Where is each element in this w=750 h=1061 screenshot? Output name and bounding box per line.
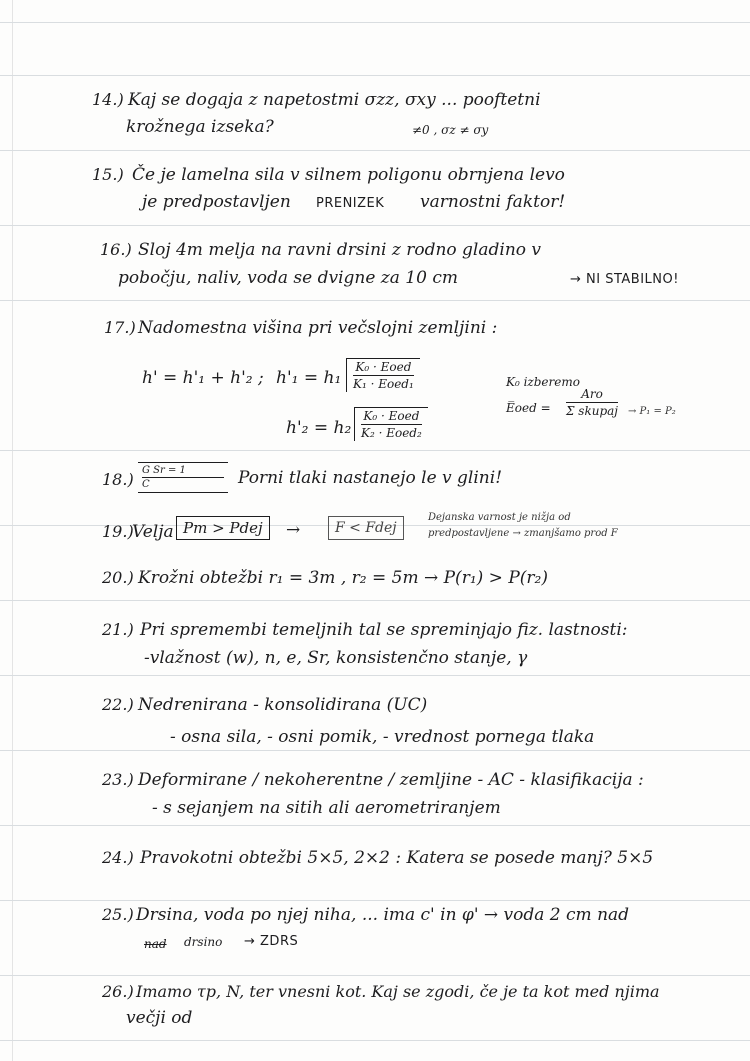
sqrt-fraction — [354, 407, 428, 441]
question-text: Nedrenirana - konsolidirana (UC) — [138, 695, 428, 715]
fraction — [560, 386, 624, 419]
formula: h' = h'₁ + h'₂ ; — [142, 368, 264, 388]
inequality-box: Pm > Pdej — [176, 516, 270, 540]
question-text: je predpostavljen — [142, 192, 291, 212]
question-text: Sloj 4m melja na ravni drsini z rodno gladino v — [138, 240, 542, 260]
question-emphasis: → NI STABILNO! — [570, 272, 679, 287]
question-number: 18.) — [102, 470, 134, 489]
fraction-numerator: K₀ · Eoed — [355, 360, 412, 374]
question-number: 23.) — [102, 770, 134, 789]
question-text: Krožni obtežbi r₁ = 3m , r₂ = 5m → P(r₁) > P(r₂) — [138, 568, 548, 588]
question-note: ≠0 , σz ≠ σy — [412, 123, 489, 137]
question-number: 17.) — [104, 318, 136, 337]
formula-lhs: h'₂ = h₂ — [286, 418, 352, 438]
question-number: 19.) — [102, 522, 134, 541]
question-text: - osna sila, - osni pomik, - vrednost pornega tlaka — [170, 727, 595, 747]
question-text: krožnega izseka? — [126, 117, 274, 137]
struck-text: nad — [144, 937, 167, 951]
arrow-icon: → — [286, 520, 301, 540]
question-text: - s sejanjem na sitih ali aerometriranjem — [152, 798, 501, 818]
question-text: pobočju, naliv, voda se dvigne za 10 cm — [118, 268, 458, 288]
formula-lhs: h'₁ = h₁ — [276, 368, 342, 388]
fraction-numerator: Aro — [581, 387, 603, 401]
inequality-box: F < Fdej — [328, 516, 404, 540]
fraction-denominator: K₂ · Eoed₂ — [361, 426, 422, 440]
ruled-line — [0, 150, 750, 151]
question-number: 26.) — [102, 982, 134, 1001]
ruled-line — [0, 22, 750, 23]
ruled-line — [0, 600, 750, 601]
question-text: Pravokotni obtežbi 5×5, 2×2 : Katera se posede manj? 5×5 — [140, 848, 654, 868]
question-text: Nadomestna višina pri večslojni zemljini : — [138, 318, 498, 338]
question-text: Kaj se dogaja z napetostmi σzz, σxy ... pooftetni — [128, 90, 541, 110]
ruled-line — [0, 675, 750, 676]
fraction-denominator: Σ skupaj — [566, 404, 619, 418]
question-text: večji od — [126, 1008, 193, 1028]
question-number: 24.) — [102, 848, 134, 867]
ruled-line — [0, 75, 750, 76]
question-number: 15.) — [92, 165, 124, 184]
margin-line — [12, 0, 13, 1061]
side-note: Dejanska varnost je nižja od — [428, 512, 571, 523]
question-text: Deformirane / nekoherentne / zemljine - AC - klasifikacija : — [138, 770, 644, 790]
question-number: 25.) — [102, 905, 134, 924]
sqrt-fraction — [346, 358, 420, 392]
fraction-numerator: K₀ · Eoed — [363, 409, 420, 423]
question-number: 22.) — [102, 695, 134, 714]
ruled-line — [0, 975, 750, 976]
question-text: Drsina, voda po njej niha, ... ima c' in φ' → voda 2 cm nad — [136, 905, 630, 925]
ruled-line — [0, 900, 750, 901]
question-number: 16.) — [100, 240, 132, 259]
side-note: → P₁ = P₂ — [628, 406, 676, 417]
question-text: Imamo τp, N, ter vnesni kot. Kaj se zgodi, če je ta kot med njima — [136, 982, 660, 1001]
question-number: 14.) — [92, 90, 124, 109]
ruled-line — [0, 825, 750, 826]
ruled-line — [0, 750, 750, 751]
boxed-label — [138, 462, 228, 493]
boxed-label-top: G Sr = 1 — [142, 464, 224, 478]
side-note: K₀ izberemo — [506, 375, 580, 389]
question-text: Če je lamelna sila v silnem poligonu obrnjena levo — [132, 165, 565, 185]
question-text: varnostni faktor! — [420, 192, 566, 212]
question-number: 20.) — [102, 568, 134, 587]
side-note: predpostavljene → zmanjšamo prod F — [428, 528, 618, 539]
ruled-line — [0, 300, 750, 301]
question-number: 21.) — [102, 620, 134, 639]
question-text: Pri spremembi temeljnih tal se spreminjajo fiz. lastnosti: — [140, 620, 628, 640]
question-text: Velja — [132, 522, 174, 542]
ruled-line — [0, 225, 750, 226]
side-note: E̅oed = — [506, 401, 551, 415]
question-emphasis: PRENIZEK — [316, 196, 385, 211]
ruled-line — [0, 1040, 750, 1041]
boxed-label-bottom: C — [142, 479, 150, 490]
question-text: Porni tlaki nastanejo le v glini! — [238, 468, 503, 488]
ruled-line — [0, 450, 750, 451]
question-emphasis: → ZDRS — [244, 934, 299, 949]
question-text: drsino — [184, 935, 223, 949]
fraction-denominator: K₁ · Eoed₁ — [353, 377, 414, 391]
question-text: -vlažnost (w), n, e, Sr, konsistenčno stanje, γ — [144, 648, 528, 668]
